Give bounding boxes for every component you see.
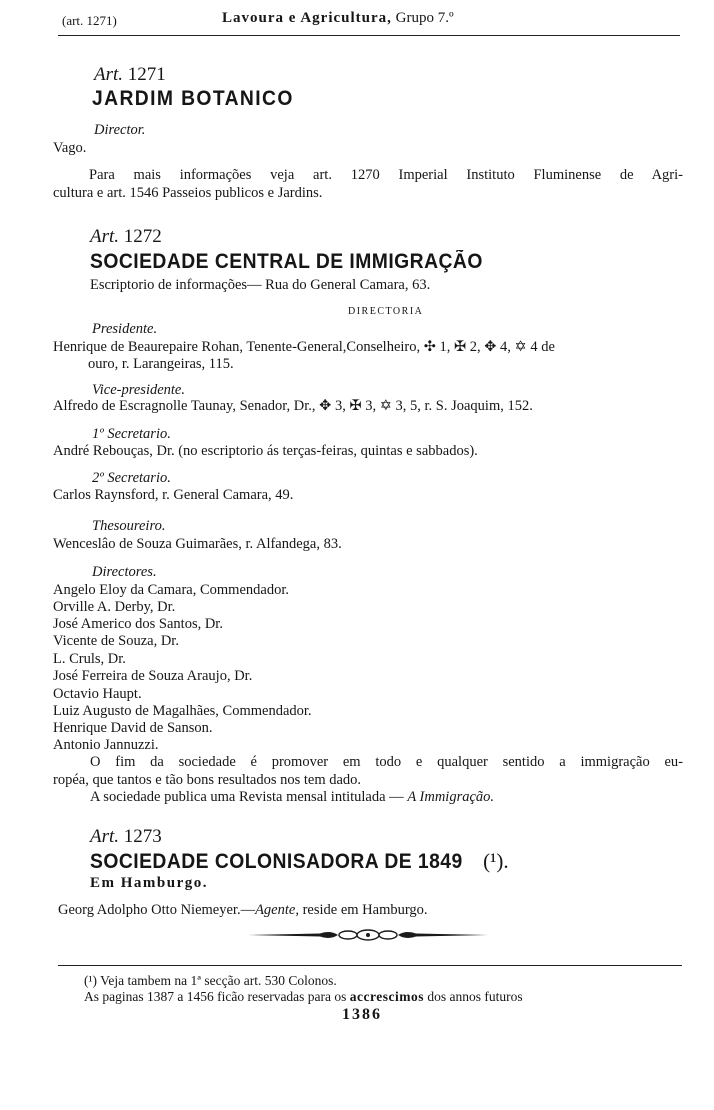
agent-name: Georg Adolpho Otto Niemeyer.— bbox=[58, 902, 256, 918]
header-title-bold: Lavoura e Agricultura, bbox=[222, 10, 392, 26]
article-number: 1272 bbox=[123, 226, 162, 247]
footnote-1: (¹) Veja tambem na 1ª secção art. 530 Colonos. bbox=[84, 973, 337, 988]
director-list-item: Angelo Eloy da Camara, Commendador. bbox=[53, 582, 289, 598]
director-list-item: L. Cruls, Dr. bbox=[53, 651, 126, 667]
director-list-item: Orville A. Derby, Dr. bbox=[53, 599, 176, 615]
role-label: 1º Secretario. bbox=[92, 426, 171, 442]
agent-line bbox=[58, 902, 428, 919]
agent-residence: reside em Hamburgo. bbox=[302, 902, 428, 918]
revista-intro: A sociedade publica uma Revista mensal intitulada — bbox=[90, 789, 404, 805]
director-list-item: Vicente de Souza, Dr. bbox=[53, 633, 179, 649]
role-label: Vice-presidente. bbox=[92, 382, 185, 398]
agent-role: Agente, bbox=[255, 902, 299, 918]
director-list-item: José Ferreira de Souza Araujo, Dr. bbox=[53, 668, 253, 684]
member-line: Alfredo de Escragnolle Taunay, Senador, Dr., ✥ 3, ✠ 3, ✡ 3, 5, r. S. Joaquim, 152. bbox=[53, 398, 533, 414]
directory-heading: DIRECTORIA bbox=[348, 306, 424, 317]
article-1272-heading bbox=[90, 226, 162, 248]
footnote-2 bbox=[84, 988, 523, 1005]
article-number: 1273 bbox=[123, 826, 162, 847]
member-line: ouro, r. Larangeiras, 115. bbox=[88, 356, 234, 372]
place-label: Em Hamburgo. bbox=[90, 875, 209, 891]
role-label: 2º Secretario. bbox=[92, 470, 171, 486]
footnote-2-end: dos annos futuros bbox=[427, 989, 523, 1004]
info-line: Para mais informações veja art. 1270 Imperial Instituto Fluminense de Agri- bbox=[89, 167, 683, 183]
revista-line bbox=[90, 789, 494, 806]
director-value: Vago. bbox=[53, 140, 87, 156]
member-line: Carlos Raynsford, r. General Camara, 49. bbox=[53, 487, 294, 503]
footnote-rule bbox=[58, 965, 682, 966]
institution-name: SOCIEDADE CENTRAL DE IMMIGRAÇÃO bbox=[90, 250, 483, 273]
page-number: 1386 bbox=[342, 1006, 382, 1023]
institution-name: JARDIM BOTANICO bbox=[92, 87, 294, 110]
aim-line: O fim da sociedade é promover em todo e qualquer sentido a immigração eu- bbox=[90, 754, 683, 770]
article-label: Art. bbox=[90, 226, 120, 247]
institution-heading bbox=[90, 850, 509, 874]
director-list-item: Luiz Augusto de Magalhães, Commendador. bbox=[53, 703, 312, 719]
article-1271-heading bbox=[94, 64, 166, 86]
revista-title: A Immigração. bbox=[407, 789, 495, 805]
footnote-ref: (¹). bbox=[483, 849, 509, 873]
header-article-ref: (art. 1271) bbox=[62, 13, 117, 28]
aim-line: ropéa, que tantos e tão bons resultados nos tem dado. bbox=[53, 772, 362, 788]
office-address: Escriptorio de informações— Rua do General Camara, 63. bbox=[90, 277, 431, 293]
article-1273-heading bbox=[90, 826, 162, 848]
role-label: Presidente. bbox=[92, 321, 158, 337]
role-label: Directores. bbox=[92, 564, 157, 580]
institution-name: SOCIEDADE COLONISADORA DE 1849 bbox=[90, 850, 463, 873]
ornament-divider-icon bbox=[248, 928, 488, 942]
role-label: Thesoureiro. bbox=[92, 518, 166, 534]
article-label: Art. bbox=[94, 64, 124, 85]
header-title bbox=[222, 10, 454, 27]
member-line: Henrique de Beaurepaire Rohan, Tenente-General,Conselheiro, ✣ 1, ✠ 2, ✥ 4, ✡ 4 de bbox=[53, 339, 555, 355]
header-group: Grupo 7.º bbox=[395, 10, 454, 26]
article-number: 1271 bbox=[127, 64, 166, 85]
member-line: André Rebouças, Dr. (no escriptorio ás terças-feiras, quintas e sabbados). bbox=[53, 443, 478, 459]
header-rule bbox=[58, 35, 680, 36]
article-label: Art. bbox=[90, 826, 120, 847]
info-line: cultura e art. 1546 Passeios publicos e Jardins. bbox=[53, 185, 323, 201]
director-list-item: Henrique David de Sanson. bbox=[53, 720, 213, 736]
role-label: Director. bbox=[94, 122, 146, 138]
director-list-item: Octavio Haupt. bbox=[53, 686, 142, 702]
director-list-item: Antonio Jannuzzi. bbox=[53, 737, 159, 753]
footnote-2-bold: accrescimos bbox=[349, 989, 425, 1004]
director-list-item: José Americo dos Santos, Dr. bbox=[53, 616, 223, 632]
member-line: Wenceslâo de Souza Guimarães, r. Alfandega, 83. bbox=[53, 536, 342, 552]
footnote-2-text: As paginas 1387 a 1456 ficão reservadas para os bbox=[84, 989, 347, 1004]
